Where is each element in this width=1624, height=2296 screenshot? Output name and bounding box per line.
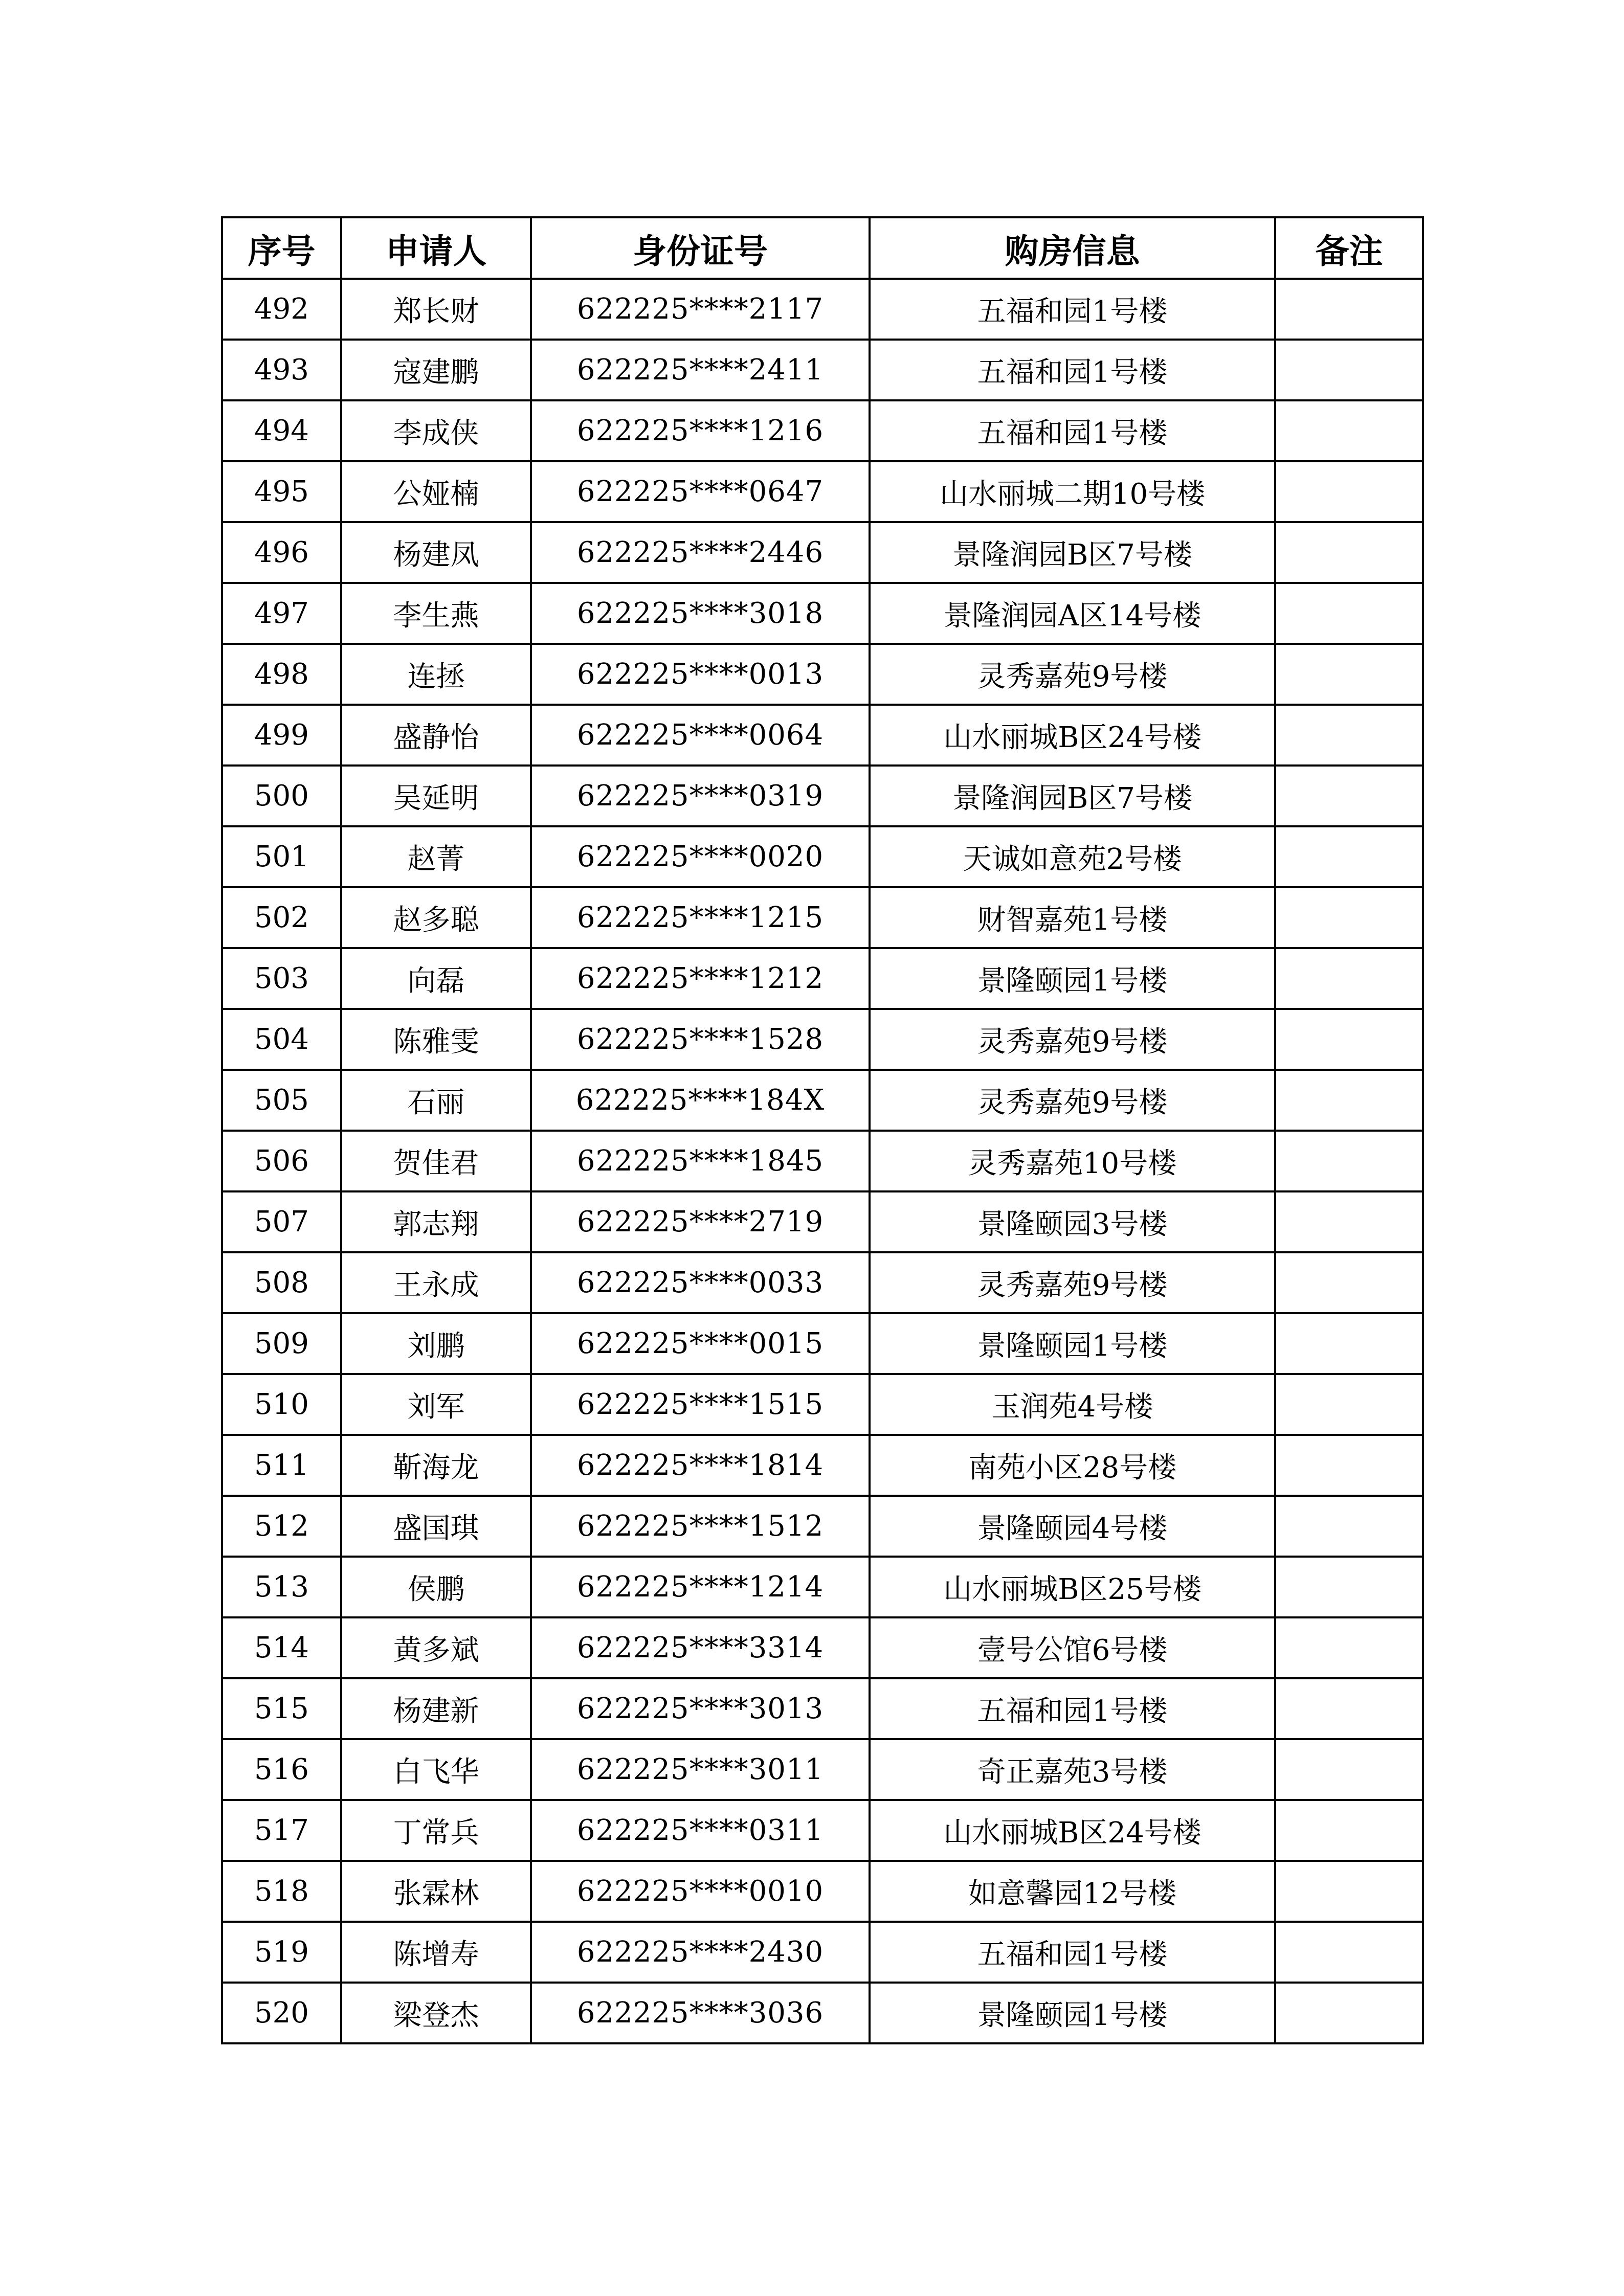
cell-housing-info: 玉润苑4号楼 [870, 1374, 1275, 1435]
cell-serial: 509 [222, 1313, 341, 1374]
cell-id-number: 622225****1212 [531, 948, 870, 1009]
cell-remarks [1275, 1496, 1423, 1557]
cell-id-number: 622225****0013 [531, 644, 870, 705]
cell-serial: 492 [222, 279, 341, 340]
cell-serial: 517 [222, 1800, 341, 1861]
cell-applicant: 靳海龙 [341, 1435, 531, 1496]
cell-remarks [1275, 279, 1423, 340]
cell-applicant: 杨建新 [341, 1678, 531, 1739]
column-header-serial: 序号 [222, 217, 341, 279]
cell-serial: 498 [222, 644, 341, 705]
cell-applicant: 黄多斌 [341, 1617, 531, 1678]
cell-remarks [1275, 522, 1423, 583]
table-row [222, 644, 1423, 705]
cell-remarks [1275, 1800, 1423, 1861]
cell-id-number: 622225****0010 [531, 1861, 870, 1922]
cell-serial: 514 [222, 1617, 341, 1678]
cell-id-number: 622225****0015 [531, 1313, 870, 1374]
cell-remarks [1275, 1861, 1423, 1922]
cell-id-number: 622225****1512 [531, 1496, 870, 1557]
table-row [222, 1739, 1423, 1800]
cell-id-number: 622225****3013 [531, 1678, 870, 1739]
cell-housing-info: 天诚如意苑2号楼 [870, 826, 1275, 887]
table-row [222, 1617, 1423, 1678]
cell-remarks [1275, 400, 1423, 461]
cell-serial: 504 [222, 1009, 341, 1070]
cell-applicant: 丁常兵 [341, 1800, 531, 1861]
cell-serial: 494 [222, 400, 341, 461]
cell-serial: 505 [222, 1070, 341, 1131]
table-row [222, 1922, 1423, 1983]
cell-serial: 496 [222, 522, 341, 583]
cell-housing-info: 景隆颐园3号楼 [870, 1191, 1275, 1252]
cell-housing-info: 灵秀嘉苑9号楼 [870, 644, 1275, 705]
table-row [222, 1191, 1423, 1252]
cell-remarks [1275, 1009, 1423, 1070]
cell-id-number: 622225****3011 [531, 1739, 870, 1800]
cell-applicant: 梁登杰 [341, 1983, 531, 2043]
cell-serial: 503 [222, 948, 341, 1009]
cell-housing-info: 五福和园1号楼 [870, 279, 1275, 340]
cell-applicant: 贺佳君 [341, 1131, 531, 1191]
cell-housing-info: 山水丽城B区24号楼 [870, 1800, 1275, 1861]
cell-id-number: 622225****1214 [531, 1557, 870, 1617]
cell-id-number: 622225****1528 [531, 1009, 870, 1070]
table-row [222, 1009, 1423, 1070]
cell-applicant: 王永成 [341, 1252, 531, 1313]
cell-applicant: 寇建鹏 [341, 340, 531, 400]
cell-id-number: 622225****2446 [531, 522, 870, 583]
cell-applicant: 李成侠 [341, 400, 531, 461]
cell-id-number: 622225****0647 [531, 461, 870, 522]
cell-serial: 512 [222, 1496, 341, 1557]
table-body [222, 279, 1423, 2043]
cell-serial: 516 [222, 1739, 341, 1800]
cell-serial: 501 [222, 826, 341, 887]
cell-id-number: 622225****1814 [531, 1435, 870, 1496]
cell-housing-info: 奇正嘉苑3号楼 [870, 1739, 1275, 1800]
table-row [222, 522, 1423, 583]
cell-serial: 506 [222, 1131, 341, 1191]
cell-remarks [1275, 826, 1423, 887]
table-row [222, 400, 1423, 461]
cell-serial: 519 [222, 1922, 341, 1983]
table-row [222, 1983, 1423, 2043]
cell-serial: 508 [222, 1252, 341, 1313]
cell-serial: 510 [222, 1374, 341, 1435]
cell-serial: 513 [222, 1557, 341, 1617]
table-row [222, 461, 1423, 522]
cell-serial: 500 [222, 766, 341, 826]
cell-serial: 497 [222, 583, 341, 644]
cell-remarks [1275, 1191, 1423, 1252]
cell-serial: 518 [222, 1861, 341, 1922]
cell-housing-info: 山水丽城B区25号楼 [870, 1557, 1275, 1617]
cell-remarks [1275, 1557, 1423, 1617]
cell-housing-info: 壹号公馆6号楼 [870, 1617, 1275, 1678]
cell-remarks [1275, 583, 1423, 644]
table-row [222, 766, 1423, 826]
cell-id-number: 622225****0020 [531, 826, 870, 887]
table-row [222, 948, 1423, 1009]
table-row [222, 1800, 1423, 1861]
cell-remarks [1275, 1070, 1423, 1131]
cell-housing-info: 景隆颐园1号楼 [870, 1313, 1275, 1374]
cell-remarks [1275, 705, 1423, 766]
cell-remarks [1275, 1617, 1423, 1678]
cell-id-number: 622225****1216 [531, 400, 870, 461]
cell-housing-info: 灵秀嘉苑10号楼 [870, 1131, 1275, 1191]
column-header-remarks: 备注 [1275, 217, 1423, 279]
cell-housing-info: 财智嘉苑1号楼 [870, 887, 1275, 948]
cell-id-number: 622225****2719 [531, 1191, 870, 1252]
cell-id-number: 622225****2411 [531, 340, 870, 400]
cell-remarks [1275, 644, 1423, 705]
cell-remarks [1275, 340, 1423, 400]
cell-applicant: 连拯 [341, 644, 531, 705]
cell-housing-info: 灵秀嘉苑9号楼 [870, 1252, 1275, 1313]
cell-remarks [1275, 887, 1423, 948]
cell-applicant: 公娅楠 [341, 461, 531, 522]
cell-id-number: 622225****0064 [531, 705, 870, 766]
table-row [222, 1252, 1423, 1313]
table-row [222, 705, 1423, 766]
table-row [222, 1313, 1423, 1374]
cell-applicant: 陈雅雯 [341, 1009, 531, 1070]
cell-housing-info: 景隆颐园1号楼 [870, 948, 1275, 1009]
cell-id-number: 622225****3036 [531, 1983, 870, 2043]
cell-applicant: 侯鹏 [341, 1557, 531, 1617]
cell-serial: 515 [222, 1678, 341, 1739]
cell-housing-info: 五福和园1号楼 [870, 1922, 1275, 1983]
cell-serial: 495 [222, 461, 341, 522]
cell-housing-info: 南苑小区28号楼 [870, 1435, 1275, 1496]
table-row [222, 340, 1423, 400]
cell-housing-info: 景隆润园A区14号楼 [870, 583, 1275, 644]
cell-housing-info: 山水丽城二期10号楼 [870, 461, 1275, 522]
table-row [222, 887, 1423, 948]
cell-remarks [1275, 1739, 1423, 1800]
table-row [222, 1070, 1423, 1131]
table-row [222, 1131, 1423, 1191]
table-row [222, 583, 1423, 644]
cell-serial: 511 [222, 1435, 341, 1496]
cell-housing-info: 景隆润园B区7号楼 [870, 522, 1275, 583]
cell-id-number: 622225****0319 [531, 766, 870, 826]
cell-housing-info: 五福和园1号楼 [870, 400, 1275, 461]
cell-applicant: 盛静怡 [341, 705, 531, 766]
cell-remarks [1275, 1435, 1423, 1496]
cell-remarks [1275, 1374, 1423, 1435]
cell-serial: 493 [222, 340, 341, 400]
cell-housing-info: 景隆颐园1号楼 [870, 1983, 1275, 2043]
column-header-applicant: 申请人 [341, 217, 531, 279]
cell-housing-info: 山水丽城B区24号楼 [870, 705, 1275, 766]
column-header-housing-info: 购房信息 [870, 217, 1275, 279]
cell-id-number: 622225****1515 [531, 1374, 870, 1435]
cell-remarks [1275, 461, 1423, 522]
cell-applicant: 赵多聪 [341, 887, 531, 948]
table-row [222, 1374, 1423, 1435]
cell-housing-info: 五福和园1号楼 [870, 1678, 1275, 1739]
cell-remarks [1275, 1313, 1423, 1374]
cell-applicant: 李生燕 [341, 583, 531, 644]
cell-remarks [1275, 1131, 1423, 1191]
cell-serial: 502 [222, 887, 341, 948]
cell-applicant: 刘军 [341, 1374, 531, 1435]
cell-housing-info: 如意馨园12号楼 [870, 1861, 1275, 1922]
table-row [222, 1861, 1423, 1922]
table-header-row [222, 217, 1423, 279]
cell-id-number: 622225****2430 [531, 1922, 870, 1983]
cell-housing-info: 五福和园1号楼 [870, 340, 1275, 400]
cell-remarks [1275, 1983, 1423, 2043]
cell-id-number: 622225****1845 [531, 1131, 870, 1191]
table-row [222, 279, 1423, 340]
cell-remarks [1275, 1252, 1423, 1313]
cell-applicant: 张霖林 [341, 1861, 531, 1922]
cell-applicant: 刘鹏 [341, 1313, 531, 1374]
cell-id-number: 622225****1215 [531, 887, 870, 948]
cell-id-number: 622225****184X [531, 1070, 870, 1131]
applicant-table [221, 216, 1424, 2044]
cell-applicant: 白飞华 [341, 1739, 531, 1800]
cell-id-number: 622225****2117 [531, 279, 870, 340]
cell-applicant: 向磊 [341, 948, 531, 1009]
cell-id-number: 622225****3018 [531, 583, 870, 644]
cell-applicant: 盛国琪 [341, 1496, 531, 1557]
cell-id-number: 622225****0033 [531, 1252, 870, 1313]
cell-applicant: 赵菁 [341, 826, 531, 887]
cell-housing-info: 景隆润园B区7号楼 [870, 766, 1275, 826]
cell-applicant: 陈增寿 [341, 1922, 531, 1983]
cell-applicant: 石丽 [341, 1070, 531, 1131]
cell-remarks [1275, 1678, 1423, 1739]
cell-housing-info: 灵秀嘉苑9号楼 [870, 1009, 1275, 1070]
cell-id-number: 622225****3314 [531, 1617, 870, 1678]
table-row [222, 1435, 1423, 1496]
cell-remarks [1275, 766, 1423, 826]
table-row [222, 826, 1423, 887]
cell-serial: 499 [222, 705, 341, 766]
cell-applicant: 杨建凤 [341, 522, 531, 583]
table-row [222, 1678, 1423, 1739]
cell-applicant: 郭志翔 [341, 1191, 531, 1252]
cell-remarks [1275, 1922, 1423, 1983]
table-row [222, 1557, 1423, 1617]
cell-housing-info: 景隆颐园4号楼 [870, 1496, 1275, 1557]
cell-serial: 520 [222, 1983, 341, 2043]
table-row [222, 1496, 1423, 1557]
cell-applicant: 郑长财 [341, 279, 531, 340]
cell-id-number: 622225****0311 [531, 1800, 870, 1861]
cell-housing-info: 灵秀嘉苑9号楼 [870, 1070, 1275, 1131]
cell-remarks [1275, 948, 1423, 1009]
cell-applicant: 吴延明 [341, 766, 531, 826]
cell-serial: 507 [222, 1191, 341, 1252]
column-header-id-number: 身份证号 [531, 217, 870, 279]
